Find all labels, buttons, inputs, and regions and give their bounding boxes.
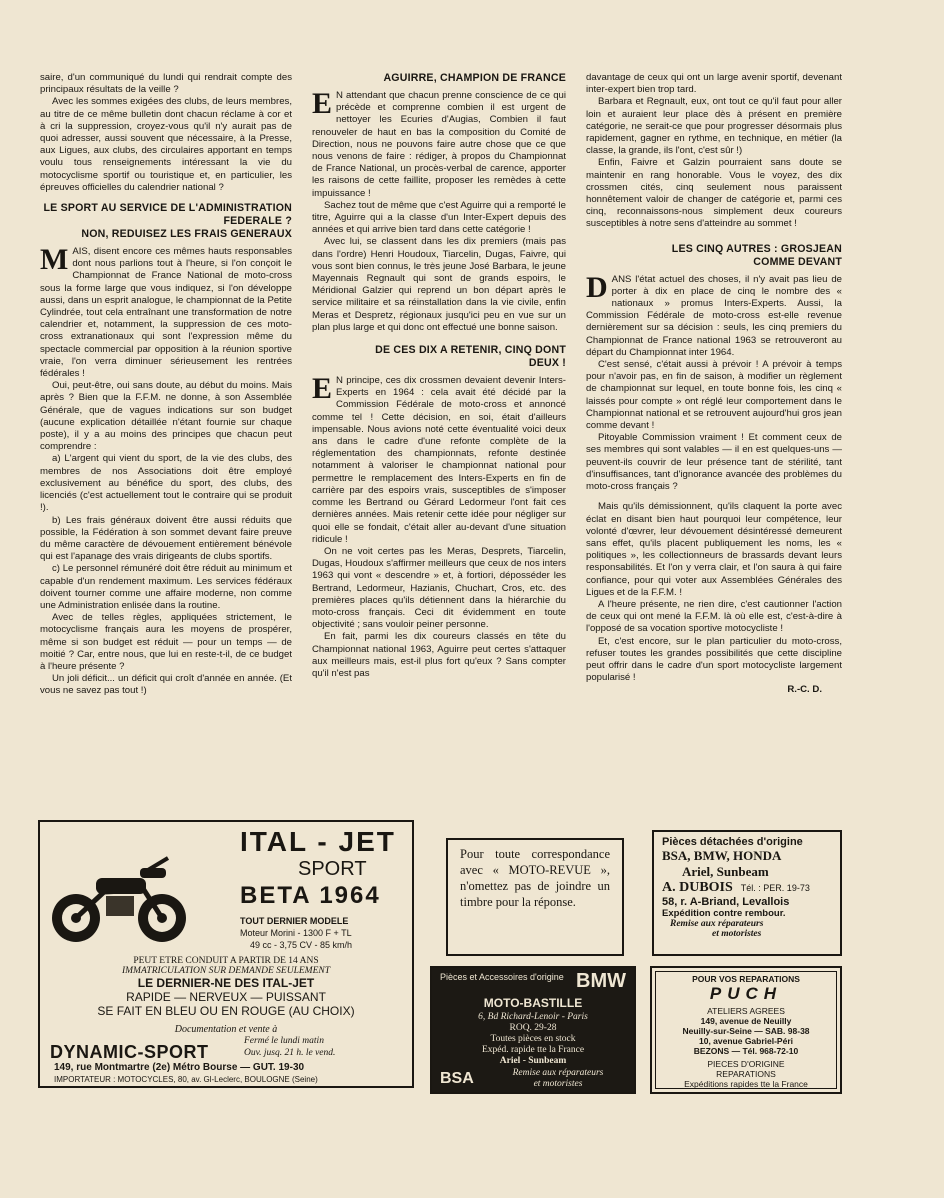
ad-line: REPARATIONS xyxy=(716,1069,776,1079)
paragraph: a) L'argent qui vient du sport, de la vie des clubs, des membres de nos Associations doit être employé exclusivement au bénéfice du sport, des clubs, des licenciés (c'est actuellement tout le contraire qui se produit !). xyxy=(40,453,292,514)
dealer-phone: Tél. : PER. 19-73 xyxy=(740,883,810,893)
importer: IMPORTATEUR : MOTOCYCLES, 80, av. Gl-Leclerc, BOULOGNE (Seine) xyxy=(54,1075,318,1084)
paragraph: Enfin, Faivre et Galzin pourraient sans doute se maintenir en rang honorable. Vous le voyez, des dix crossmen cités, cinq seulement nous paraissent honnêtement valoir de changer de catégorie et, parmi ces cinq, reconnaissons-nous simplement deux coureurs susceptibles à notre sens d'atteindre au sommet ! xyxy=(586,157,842,230)
paragraph: Un joli déficit... un déficit qui croît d'année en année. (Et vous ne savez pas tout !) xyxy=(40,673,292,697)
column-1 xyxy=(40,72,292,698)
ad-line: Pièces détachées d'origine xyxy=(662,836,803,848)
column-2 xyxy=(312,72,566,680)
brand-bmw: BMW xyxy=(576,970,626,992)
store-hours: Fermé le lundi matin xyxy=(244,1036,324,1046)
ad-line: Pièces et Accessoires d'origine xyxy=(440,972,564,982)
signature: R.-C. D. xyxy=(787,684,822,696)
engine-info: Moteur Morini - 1300 F + TL xyxy=(240,928,352,938)
ad-line: ATELIERS AGREES xyxy=(707,1006,785,1016)
ad-line: PEUT ETRE CONDUIT A PARTIR DE 14 ANS xyxy=(133,956,319,966)
brand-puch: PUCH xyxy=(709,984,783,1003)
section-heading: NON, REDUISEZ LES FRAIS GENERAUX xyxy=(81,228,292,241)
ad-italjet xyxy=(38,820,414,1088)
dealer-phone: ROQ. 29-28 xyxy=(509,1023,557,1033)
ad-line: Expédition contre rembour. xyxy=(662,908,786,919)
paragraph: Oui, peut-être, oui sans doute, au début du moins. Mais après ? Bien que la F.F.M. ne donne, à son Assemblée Générale, que de vagues indications sur son budget (aucune explication détaillée n'étant fournie sur chaque poste), il y a au moins des principes que chacun peut comprendre : xyxy=(40,380,292,453)
ad-line: Ariel, Sunbeam xyxy=(682,864,769,879)
paragraph: Mais qu'ils démissionnent, qu'ils claquent la porte avec éclat en disant bien haut pourquoi leur compétence, leur volonté d'œvrer, leur dévouement désintéressé demeurent sans effet, qu'ils placent publiquement les noms, les « politiques », les collectionneurs de brassards devant leurs responsabilités. Et l'on y verra clair, et l'on saura à qui faire confiance, pour qui voter aux Assemblées Générales des Ligues et de la F.F.M. ! xyxy=(586,501,842,598)
brand-name: ITAL - JET xyxy=(240,826,396,857)
ad-puch xyxy=(650,966,842,1094)
paragraph: Barbara et Regnault, eux, ont tout ce qu'il faut pour aller loin et auraient leur place dès à présent en première catégorie, ne serait-ce que pour progresser désormais plus rapidement, gagner en rythme, en technique, en métier (la classe, la grande, ils l'ont, c'est sûr !) xyxy=(586,96,842,157)
paragraph: b) Les frais généraux doivent être aussi réduits que possible, la Fédération à son sommet devant faire preuve du même caractère de dévouement entièrement bénévole qui est l'apanage des vrais dirigeants de clubs sportifs. xyxy=(40,514,292,563)
ad-line: PIECES D'ORIGINE xyxy=(707,1059,785,1069)
drop-cap: M xyxy=(40,243,69,277)
paragraph: Avec de telles règles, appliquées strictement, le motocyclisme français aura les moyens de prospérer, même si son budget est réduit — pour un temps — de moitié ? Car, entre nous, que lui en reste-t-il, de ce budget à l'heure présente ? xyxy=(40,612,292,672)
ad-line: BEZONS — Tél. 968-72-10 xyxy=(693,1046,799,1056)
paragraph: AIS, disent encore ces mêmes hauts responsables dont nous parlions tout à l'heure, si l'on conçoit le Championnat de France National de moto-cross sous la forme large que vous indiquez, si l'on développe aussi, dans un esprit analogue, le championnat de la Petite Cylindrée, tout cela entraînant une transformation de notre calendrier et, notamment, la suppression de ces moto-cross extranationaux qui sont l'expression même du spectacle commercial par opposition à la réunion sportive vraie, l'on verra diminuer sérieusement les rentrées fédérales ! xyxy=(40,246,292,380)
paragraph: Et, c'est encore, sur le plan particulier du moto-cross, refuser toutes les grandes possibilités que cette discipline peut offrir dans le cadre d'un sport motocycliste largement popularisé ! xyxy=(586,635,842,684)
ad-line: Documentation et vente à xyxy=(174,1024,278,1035)
ad-line: BSA, BMW, HONDA xyxy=(662,848,782,863)
motorcycle-image xyxy=(44,840,194,950)
ad-line: 10, avenue Gabriel-Péri xyxy=(698,1036,794,1046)
paragraph: N attendant que chacun prenne conscience de ce qui précède et comprenne combien il est urgent de nettoyer les Ecuries d'Augias, Combien il faut renouveler de haut en bas la composition du Comité de Direction, nous ne pouvons faire autre chose que ce que nous venons de faire : rédiger, à propos du Championnat de France National, un procès-verbal de carence, apporter les raisons de cette faillite, proposer les remèdes à cette impuissance ! xyxy=(312,90,566,199)
ad-line: Remise aux réparateurs xyxy=(512,1068,604,1078)
paragraph: saire, d'un communiqué du lundi qui rendrait compte des principaux résultats de la veille ? xyxy=(40,72,292,96)
ad-moto-bastille xyxy=(430,966,636,1094)
paragraph: N principe, ces dix crossmen devaient devenir Inters-Experts en 1964 : cela avait été décidé par la Commission Fédérale de moto-cross et annoncé comme tel ! Cette décision, en soi, était d'ailleurs impensable. Nous avions noté cette éventualité voici deux ans dans le cadre d'une refonte complète de la réglementation des championnats, refonte destinée notamment à valoriser le championnat national pour permettre le remplacement des Inters-Experts en fin de carrière par des espoirs vrais, susceptibles de s'imposer comme les Bertrand ou Gérard Ledormeur l'ont fait ces dernières années. Mais retenir cette idée pour négliger sur quoi elle se fondait, c'était aller au-devant d'une situation ridicule ! xyxy=(312,375,566,545)
ad-line: et motoristes xyxy=(533,1079,583,1089)
paragraph: Avec les sommes exigées des clubs, de leurs membres, au titre de ce même bulletin dont chacun réclame à cor et à cri la suppression, croyez-vous qu'il n'y aurait pas de quoi adresser, aussi souvent que nécessaire, à la Presse, aux Ligues, aux clubs, des circulaires apportant en temps voulu tous renseignements intéressant la vie du motocyclisme sportif ou touristique et, en particulier, les épreuves officielles du calendrier national ? xyxy=(40,96,292,193)
section-heading: LE SPORT AU SERVICE DE L'ADMINISTRATION FEDERALE ? xyxy=(43,202,292,228)
ad-line: POUR VOS REPARATIONS xyxy=(692,974,800,984)
ad-line: Neuilly-sur-Seine — SAB. 98-38 xyxy=(682,1026,810,1036)
ad-line: et motoristes xyxy=(712,929,762,939)
ad-text: Pour toute correspondance avec « MOTO-REVUE », n'omettez pas de joindre un timbre pour la réponse. xyxy=(460,847,610,909)
dealer-address: 58, r. A-Briand, Levallois xyxy=(662,896,790,908)
dealer-address: 6, Bd Richard-Lenoir - Paris xyxy=(478,1012,588,1022)
paragraph: Avec lui, se classent dans les dix premiers (mais pas dans l'ordre) Henri Houdoux, Tiarcelin, Dugas, Faivre, qui vous sont bien connus, le très jeune José Barbara, le jeune Mayennais Regnault qui sont de grands espoirs, le Méridional Galzier qui reprend un bon départ après le service militaire et sa réinstallation dans la vie civile, enfin Meras et Despretz, régionaux jusqu'ici peu en vue sur un plan plus large et qui donc ont effectué une bonne saison. xyxy=(312,236,566,333)
model-name: BETA 1964 xyxy=(240,882,381,909)
ad-line: RAPIDE — NERVEUX — PUISSANT xyxy=(126,990,326,1004)
store-address: 149, rue Montmartre (2e) Métro Bourse — GUT. 19-30 xyxy=(54,1062,305,1073)
store-hours: Ouv. jusq. 21 h. le vend. xyxy=(244,1048,336,1058)
section-heading: DE CES DIX A RETENIR, CINQ DONT DEUX ! xyxy=(375,344,566,370)
paragraph: A l'heure présente, ne rien dire, c'est cautionner l'action de ceux qui ont mené la F.F.M. là où elle est, c'est-à-dire à l'opposé de sa vocation sportive motocycliste ! xyxy=(586,598,842,635)
column-3 xyxy=(586,72,842,697)
ad-moto-revue xyxy=(446,838,624,956)
section-heading: AGUIRRE, CHAMPION DE FRANCE xyxy=(383,72,566,84)
brand-subtitle: SPORT xyxy=(298,858,367,880)
ad-line: Toutes pièces en stock xyxy=(490,1034,576,1044)
ad-line: Remise aux réparateurs xyxy=(670,919,764,929)
section-heading: LES CINQ AUTRES : GROSJEAN COMME DEVANT xyxy=(671,242,842,268)
ad-dubois xyxy=(652,830,842,956)
ad-line: Ariel - Sunbeam xyxy=(499,1056,567,1066)
ad-line: Expéd. rapide tte la France xyxy=(481,1045,585,1055)
ad-line: LE DERNIER-NE DES ITAL-JET xyxy=(137,976,315,990)
paragraph: C'est sensé, c'était aussi à prévoir ! A prévoir à temps pour n'avoir pas, en fin de saison, à modifier un règlement de championnat sur lequel, en toute bonne fois, les cinq « laissés pour compte » ont réglé leur comportement dans le Championnat national et se retrouvent aujourd'hui gros jean comme devant ! xyxy=(586,359,842,432)
ad-line: IMMATRICULATION SUR DEMANDE SEULEMENT xyxy=(121,966,331,976)
drop-cap: E xyxy=(312,87,333,120)
paragraph: davantage de ceux qui ont un large avenir sportif, devenant inter-expert bien trop tard. xyxy=(586,72,842,96)
ad-line: Expéditions rapides tte la France xyxy=(684,1079,808,1089)
dealer-name: A. DUBOIS xyxy=(662,880,733,895)
paragraph: En fait, parmi les dix coureurs classés en tête du Championnat national 1963, Aguirre peut certes s'attaquer aux meilleurs mais, est-il plus fort qu'eux ? Sans compter qu'il n'est pas xyxy=(312,631,566,679)
paragraph: ANS l'état actuel des choses, il n'y avait pas lieu de porter à dix en place de cinq le nombre des « nationaux » promus Inters-Experts. Aussi, la Commission Fédérale de moto-cross est-elle revenue dernièrement sur sa décision : seuls, les cinq premiers du Championnat de France national 1963 se retrouveront au départ du Championnat inter 1964. xyxy=(586,273,842,358)
ad-line: 149, avenue de Neuilly xyxy=(700,1016,792,1026)
drop-cap: E xyxy=(312,372,333,406)
brand-bsa: BSA xyxy=(440,1070,474,1087)
specs-info: 49 cc - 3,75 CV - 85 km/h xyxy=(250,940,353,950)
dealer-name: MOTO-BASTILLE xyxy=(483,996,583,1010)
paragraph: Pitoyable Commission vraiment ! Et comment ceux de ses membres qui sont valables — il en est quelques-uns — peuvent-ils couvrir de leur présence tant de stérilité, tant d'insuffisances, tant d'ignorance avancée des problèmes du moto-cross français ? xyxy=(586,432,842,493)
ad-line: SE FAIT EN BLEU OU EN ROUGE (AU CHOIX) xyxy=(97,1004,355,1018)
paragraph: c) Le personnel rémunéré doit être réduit au minimum et capable d'un rendement maximum. Les services fédéraux doivent tourner comme une affaire moderne, non comme une Administration enlisée dans la routine. xyxy=(40,563,292,611)
model-note: TOUT DERNIER MODELE xyxy=(240,916,349,926)
paragraph: On ne voit certes pas les Meras, Desprets, Tiarcelin, Dugas, Houdoux s'affirmer meilleurs que ceux de nos inters 1963 qui vont « descendre » et, à fortiori, déposséder les Bertrand, Ledormeur, Hazianis, Chuchart, Cros, etc. des premières places qu'ils détiennent dans la hiérarchie du moto-cross français. Ceci dit évidemment en toute objectivité ; sans vouloir peiner personne. xyxy=(312,545,566,631)
store-name: DYNAMIC-SPORT xyxy=(50,1042,209,1062)
paragraph: Sachez tout de même que c'est Aguirre qui a remporté le titre, Aguirre qui a la classe d'un Inter-Expert depuis des années et qui arrive bien tard dans cette catégorie ! xyxy=(312,199,566,236)
drop-cap: D xyxy=(586,270,608,304)
